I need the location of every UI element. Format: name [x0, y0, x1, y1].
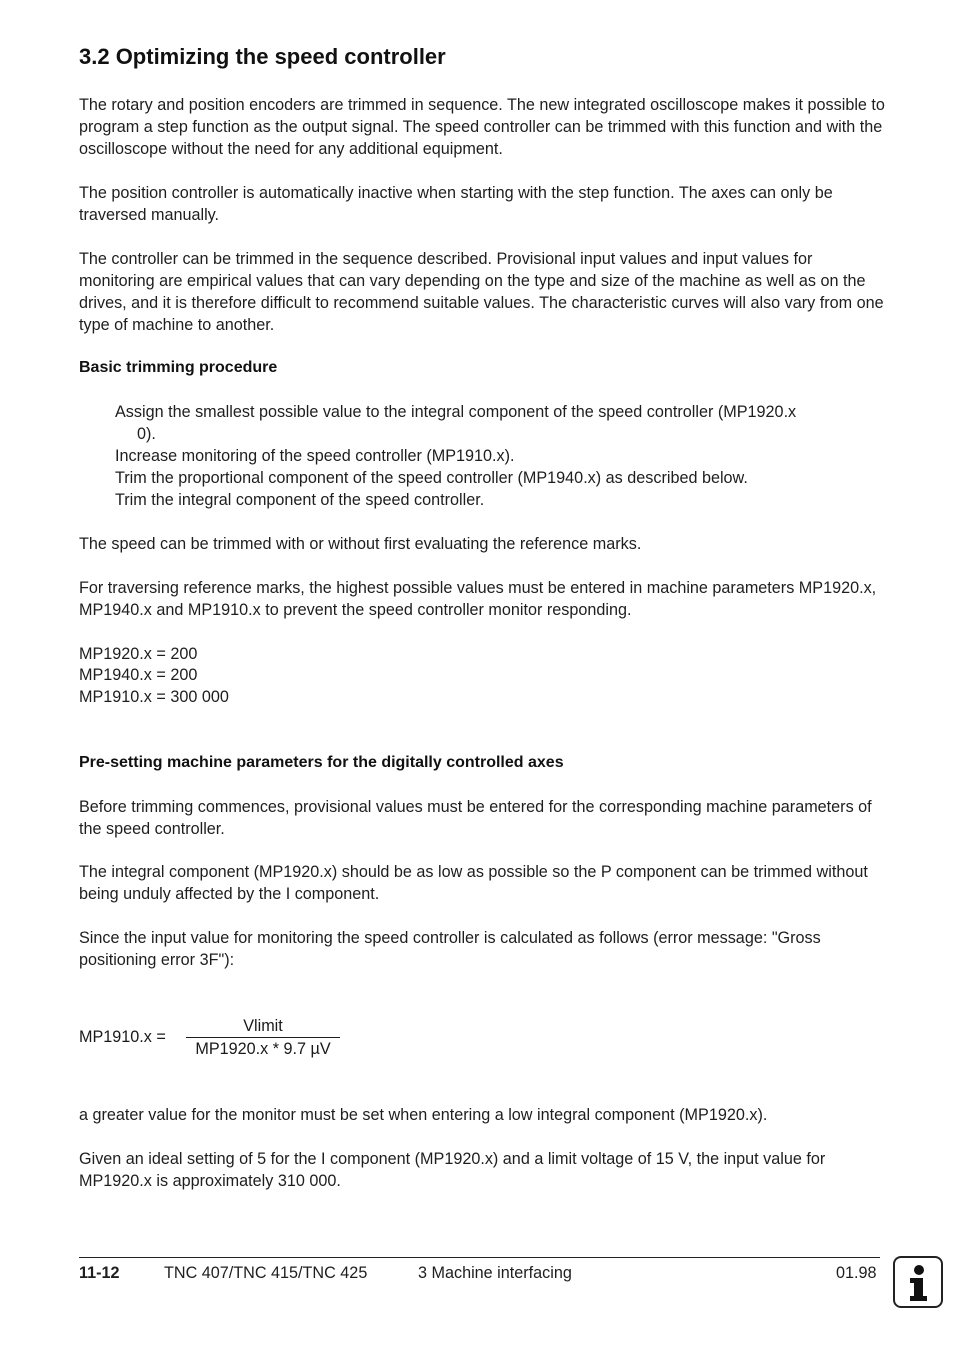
step-2: Increase monitoring of the speed controller (MP1910.x).: [115, 447, 515, 465]
presetting-paragraph-4: a greater value for the monitor must be set when entering a low integral component (MP1920.x).: [79, 1106, 768, 1124]
presetting-paragraph-2: The integral component (MP1920.x) should be as low as possible so the P component can be trimmed without being unduly affected by the I component.: [79, 863, 868, 903]
intro-paragraph-1: The rotary and position encoders are trimmed in sequence. The new integrated oscilloscope makes it possible to program a step function as the output signal. The speed controller can be trimmed with this function and with the oscilloscope without the need for any additional equipment.: [79, 96, 885, 158]
formula-fraction: [186, 1015, 340, 1060]
step-1-line1: Assign the smallest possible value to the integral component of the speed controller (MP1920.x: [115, 403, 797, 421]
intro-paragraph-3: The controller can be trimmed in the sequence described. Provisional input values and input values for monitoring are empirical values that can vary depending on the type and size of the machine as well as on the drives, and it is therefore difficult to recommend suitable values. The characteristic curves will also vary from one type of machine to another.: [79, 250, 884, 334]
intro-paragraph-2: The position controller is automatically inactive when starting with the step function. The axes can only be traversed manually.: [79, 184, 833, 224]
footer-product: TNC 407/TNC 415/TNC 425: [164, 1264, 368, 1282]
basic-trimming-heading: Basic trimming procedure: [79, 359, 278, 376]
speed-paragraph: The speed can be trimmed with or without first evaluating the reference marks.: [79, 535, 642, 553]
value-mp1920: MP1920.x = 200: [79, 645, 198, 663]
presetting-paragraph-3: Since the input value for monitoring the speed controller is calculated as follows (error message: "Gross positioning error 3F"):: [79, 929, 821, 969]
footer-section: 3 Machine interfacing: [418, 1264, 572, 1282]
page-title: 3.2 Optimizing the speed controller: [79, 44, 446, 69]
value-mp1940: MP1940.x = 200: [79, 666, 198, 684]
presetting-paragraph-1: Before trimming commences, provisional values must be entered for the corresponding machine parameters of the speed controller.: [79, 798, 872, 838]
step-1: [115, 401, 885, 445]
reference-marks-paragraph: For traversing reference marks, the highest possible values must be entered in machine parameters MP1920.x, MP1940.x and MP1910.x to prevent the speed controller monitor responding.: [79, 579, 877, 619]
step-4: Trim the integral component of the speed controller.: [115, 491, 485, 509]
formula-denominator: MP1920.x * 9.7 µV: [195, 1040, 331, 1058]
step-3: Trim the proportional component of the speed controller (MP1940.x) as described below.: [115, 469, 748, 487]
info-glyph: [895, 1258, 941, 1306]
footer-rule: [79, 1257, 880, 1258]
info-icon: [893, 1256, 943, 1308]
formula-numerator: Vlimit: [243, 1017, 283, 1035]
value-mp1910: MP1910.x = 300 000: [79, 688, 229, 706]
step-1-line2: 0).: [137, 425, 156, 443]
presetting-paragraph-5: Given an ideal setting of 5 for the I component (MP1920.x) and a limit voltage of 15 V, the input value for MP1920.x is approximately 310 000.: [79, 1150, 826, 1190]
footer-page-number: 11-12: [79, 1264, 120, 1282]
formula-lhs: MP1910.x =: [79, 1028, 166, 1046]
presetting-heading: Pre-setting machine parameters for the digitally controlled axes: [79, 754, 564, 771]
footer-date: 01.98: [836, 1264, 877, 1282]
